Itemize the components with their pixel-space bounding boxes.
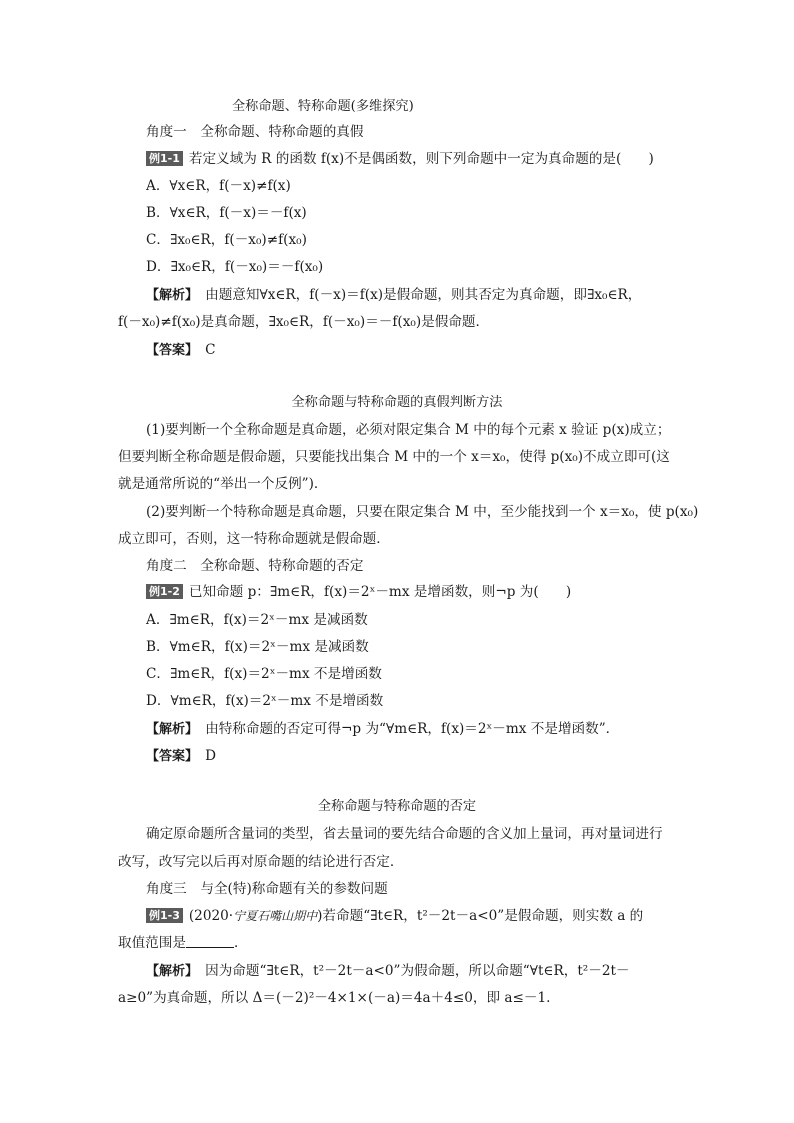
example-tag: 例1-2	[146, 584, 183, 599]
answer-label: 【答案】	[146, 749, 192, 764]
method-1-line-2: 但要判断全称命题是假命题，只要能找出集合 M 中的一个 x＝x₀，使得 p(x₀)不成立即可(这	[118, 449, 670, 465]
method-2-title: 全称命题与特称命题的否定	[317, 799, 477, 814]
angle-2-heading: 角度二 全称命题、特称命题的否定	[146, 558, 364, 574]
option-d: D．∃x₀∈R，f(－x₀)＝－f(x₀)	[146, 259, 324, 275]
method-1-line-4: (2)要判断一个特称命题是真命题，只要在限定集合 M 中，至少能找到一个 x＝x₀，使 p(x₀)	[146, 504, 699, 520]
example-3-stem	[146, 907, 643, 925]
answer-blank	[186, 935, 234, 948]
analysis-2	[146, 720, 619, 739]
answer-label: 【答案】	[146, 343, 192, 358]
section-title: 全称命题、特称命题(多维探究)	[232, 99, 414, 114]
example-1-stem	[146, 150, 654, 168]
option-b: B．∀x∈R，f(－x)＝－f(x)	[146, 205, 307, 221]
example-tag: 例1-1	[146, 151, 183, 166]
analysis-label: 【解析】	[146, 964, 192, 979]
analysis-text: 由题意知∀x∈R，f(－x)＝f(x)是假命题，则其否定为真命题，即∃x₀∈R，	[191, 287, 642, 303]
stem-text: 取值范围是	[118, 935, 186, 951]
method-1-line-5: 成立即可，否则，这一特称命题就是假命题．	[118, 531, 390, 547]
stem-text: )若命题“∃t∈R，t²－2t－a<0”是假命题，则实数 a 的	[317, 908, 644, 924]
analysis-text: 由特称命题的否定可得¬p 为“∀m∈R，f(x)＝2ˣ－mx 不是增函数”．	[191, 721, 620, 737]
analysis-3	[146, 962, 630, 981]
analysis-1-cont: f(－x₀)≠f(x₀)是真命题，∃x₀∈R，f(－x₀)＝－f(x₀)是假命题．	[118, 314, 490, 330]
option-a: A．∃m∈R，f(x)＝2ˣ－mx 是减函数	[146, 612, 368, 628]
example-tag: 例1-3	[146, 908, 183, 923]
answer-text: D	[191, 748, 217, 764]
method-2-line-2: 改写，改写完以后再对原命题的结论进行否定．	[118, 854, 404, 870]
angle-1-heading: 角度一 全称命题、特称命题的真假	[146, 124, 364, 140]
stem-prefix: (2020·	[188, 908, 234, 924]
option-d: D．∀m∈R，f(x)＝2ˣ－mx 不是增函数	[146, 693, 384, 709]
option-c: C．∃m∈R，f(x)＝2ˣ－mx 不是增函数	[146, 666, 382, 682]
analysis-text: 因为命题“∃t∈R，t²－2t－a<0”为假命题，所以命题“∀t∈R，t²－2t－	[191, 963, 630, 979]
answer-text: C	[191, 342, 216, 358]
method-1-title: 全称命题与特称命题的真假判断方法	[291, 395, 503, 410]
example-2-stem	[146, 583, 571, 601]
method-1-line-3: 就是通常所说的“举出一个反例”)．	[118, 476, 328, 492]
option-c: C．∃x₀∈R，f(－x₀)≠f(x₀)	[146, 232, 307, 248]
stem-text: 已知命题 p：∃m∈R，f(x)＝2ˣ－mx 是增函数，则¬p 为( )	[188, 584, 572, 600]
example-3-stem-cont	[118, 934, 248, 952]
analysis-1	[146, 286, 641, 305]
method-2-line-1: 确定原命题所含量词的类型，省去量词的要先结合命题的含义加上量词，再对量词进行	[146, 826, 663, 842]
option-b: B．∀m∈R，f(x)＝2ˣ－mx 是减函数	[146, 639, 369, 655]
angle-3-heading: 角度三 与全(特)称命题有关的参数问题	[146, 881, 388, 897]
stem-end: ．	[233, 935, 248, 951]
analysis-label: 【解析】	[146, 722, 192, 737]
analysis-3-cont: a≥0”为真命题，所以 Δ＝(－2)²－4×1×(－a)＝4a＋4≤0，即 a≤－1.	[118, 990, 551, 1006]
stem-text: 若定义域为 R 的函数 f(x)不是偶函数，则下列命题中一定为真命题的是( )	[188, 151, 654, 167]
answer-2	[146, 747, 216, 766]
source-label: 宁夏石嘴山期中	[233, 909, 318, 923]
method-1-line-1: (1)要判断一个全称命题是真命题，必须对限定集合 M 中的每个元素 x 验证 p(x)成立；	[146, 422, 671, 438]
option-a: A．∀x∈R，f(－x)≠f(x)	[146, 178, 291, 194]
answer-1	[146, 341, 216, 360]
analysis-label: 【解析】	[146, 288, 192, 303]
